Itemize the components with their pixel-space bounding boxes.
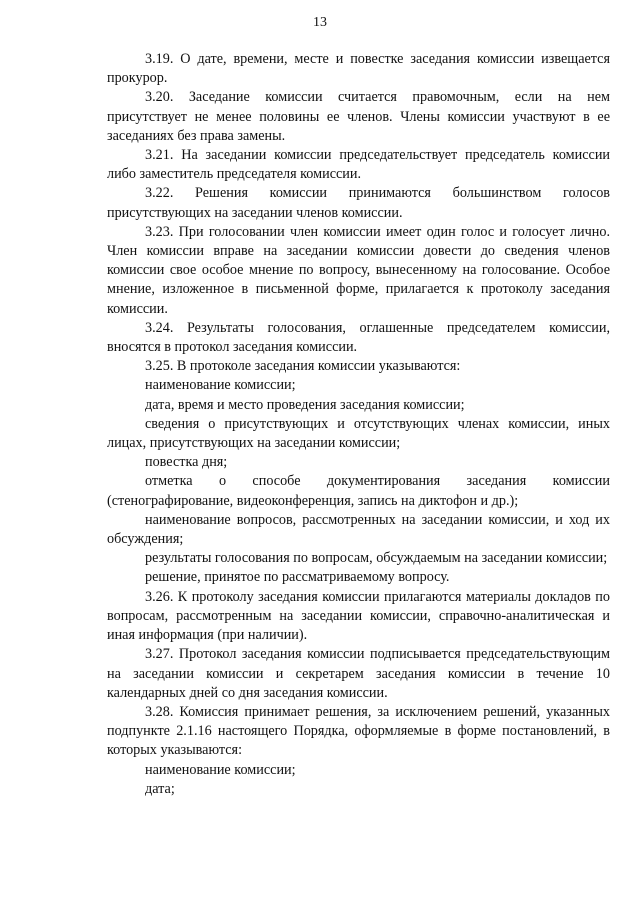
paragraph-3-22: 3.22. Решения комиссии принимаются большинством голосов присутствующих на заседании членов комиссии. (107, 185, 610, 221)
paragraph-3-19: 3.19. О дате, времени, месте и повестке заседания комиссии извещается прокурор. (107, 51, 610, 87)
paragraph-3-20: 3.20. Заседание комиссии считается правомочным, если на нем присутствует не менее половины ее членов. Члены комиссии участвуют в ее заседаниях без права замены. (107, 89, 610, 144)
list-item: решение, принятое по рассматриваемому вопросу. (145, 569, 450, 586)
paragraph-3-26: 3.26. К протоколу заседания комиссии прилагаются материалы докладов по вопросам, рассмотренным на заседании комиссии, справочно-аналитическая и иная информация (при наличии). (107, 588, 610, 644)
paragraph-3-23: 3.23. При голосовании член комиссии имеет один голос и голосует лично. Член комиссии вправе на заседании комиссии довести до сведения членов комиссии свое особое мнение по вопросу, вынесенному на голосование. Особое мнение, изложенное в письменной форме, прилагается к протоколу заседания комиссии. (107, 223, 610, 317)
paragraph-3-28: 3.28. Комиссия принимает решения, за исключением решений, указанных подпункте 2.1.16 настоящего Порядка, оформляемые в форме постановлений, в которых указываются: (107, 703, 610, 759)
list-item: наименование вопросов, рассмотренных на заседании комиссии, и ход их обсуждения; (107, 511, 610, 548)
list-item: отметка о способе документирования заседания комиссии (стенографирование, видеоконференция, запись на диктофон и др.); (107, 473, 610, 509)
list-item: наименование комиссии; (145, 377, 296, 394)
list-item: результаты голосования по вопросам, обсуждаемым на заседании комиссии; (145, 550, 608, 567)
list-item: сведения о присутствующих и отсутствующих членах комиссии, иных лицах, присутствующих на заседании комиссии; (107, 415, 610, 452)
paragraph-3-25: 3.25. В протоколе заседания комиссии указываются: (145, 358, 461, 375)
paragraph-3-27: 3.27. Протокол заседания комиссии подписывается председательствующим на заседании комиссии и секретарем заседания комиссии в течение 10 календарных дней со дня заседания комиссии. (107, 646, 610, 701)
paragraph-3-21: 3.21. На заседании комиссии председательствует председатель комиссии либо заместитель председателя комиссии. (107, 147, 610, 183)
list-item: дата; (145, 780, 175, 797)
paragraph-3-24: 3.24. Результаты голосования, оглашенные председателем комиссии, вносятся в протокол заседания комиссии. (107, 319, 610, 356)
list-item: наименование комиссии; (145, 761, 296, 778)
list-item: дата, время и место проведения заседания комиссии; (145, 396, 465, 413)
page-number: 13 (313, 15, 327, 30)
document-body (107, 50, 610, 799)
list-item: повестка дня; (145, 454, 228, 471)
